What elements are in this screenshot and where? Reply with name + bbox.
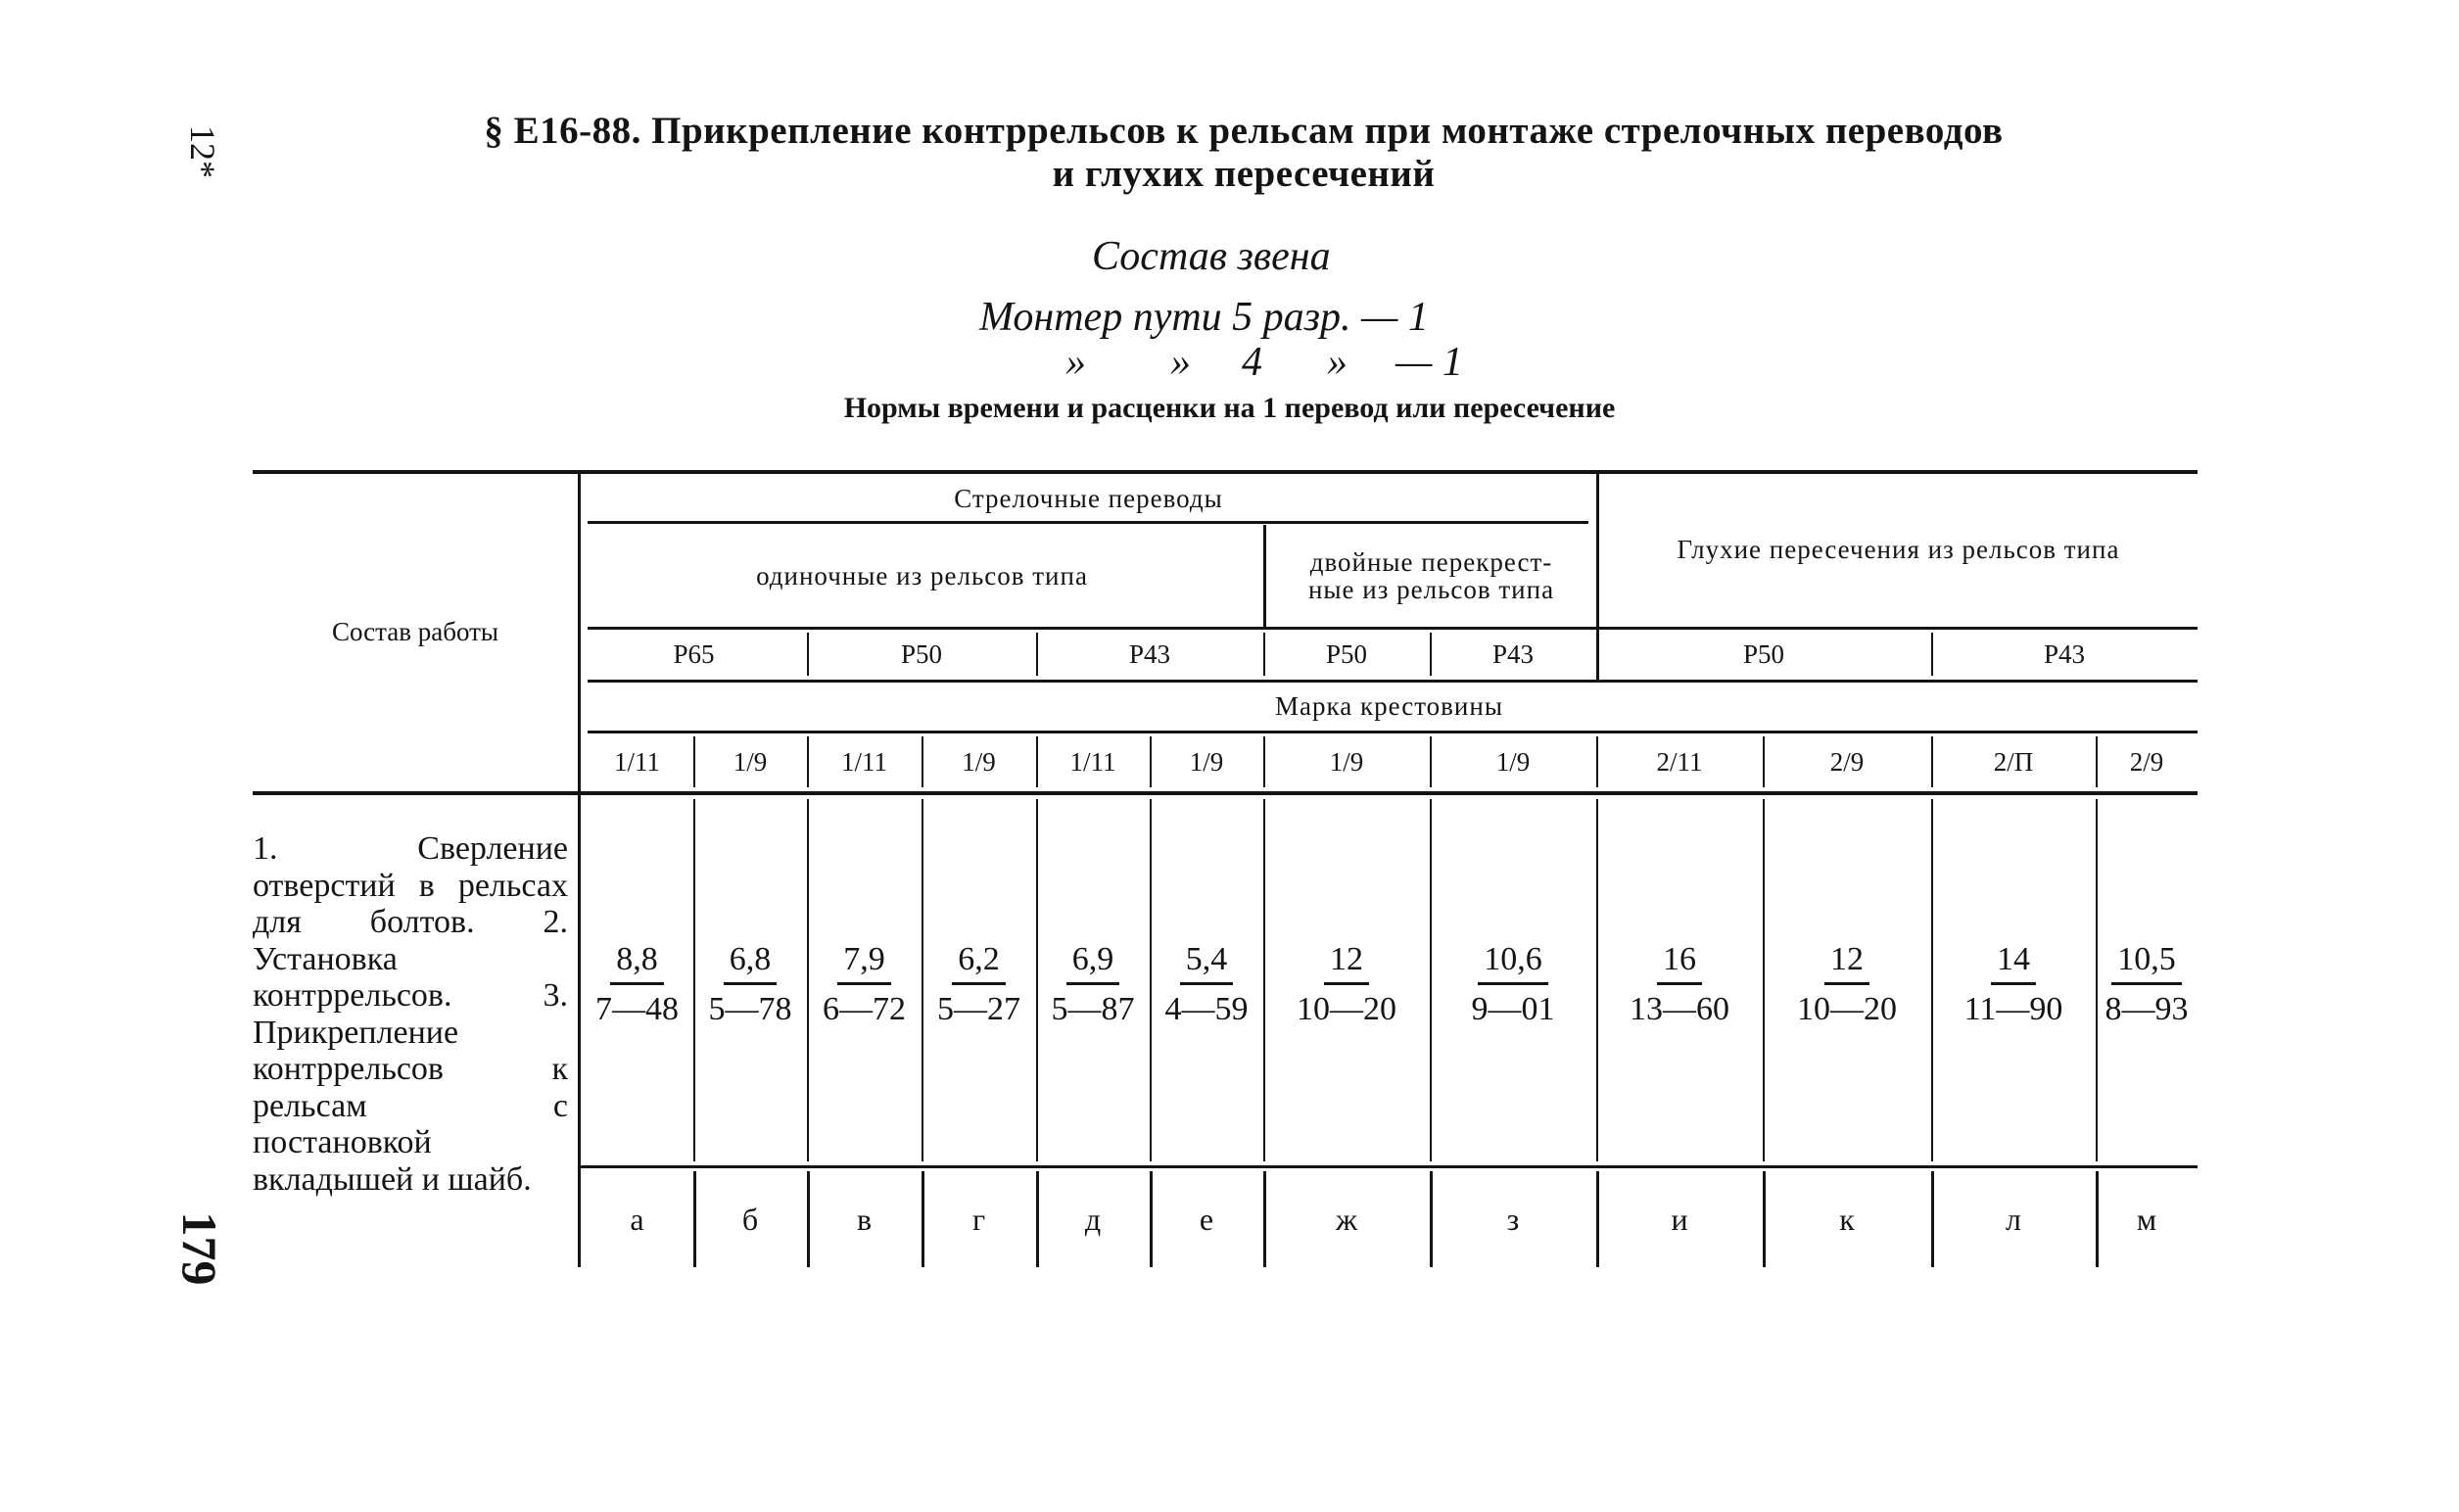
table-top-rule (253, 470, 2198, 474)
price-rate: 6—72 (823, 990, 906, 1027)
norm-cell (922, 925, 1036, 1043)
time-norm: 8,8 (610, 941, 664, 985)
rail-type-label: Р43 (1128, 639, 1171, 669)
header-bottom-rule (253, 791, 2198, 795)
norm-fraction (1165, 941, 1249, 1028)
column-letter: е (1199, 1201, 1214, 1237)
rule-under-mark-label (588, 731, 2198, 733)
norm-cell (581, 925, 693, 1043)
norm-fraction (595, 941, 679, 1028)
norm-fraction (1630, 941, 1729, 1028)
work-header: Состав работы (331, 616, 499, 646)
single-subgroup-header: одиночные из рельсов типа (756, 560, 1088, 591)
column-letter: з (1506, 1201, 1520, 1237)
rail-type-label: Р50 (1742, 639, 1785, 669)
mark-label: 1/11 (841, 746, 887, 777)
norm-fraction (823, 941, 906, 1028)
mark-label: 1/9 (962, 746, 996, 777)
column-letter: к (1839, 1201, 1855, 1237)
norm-cell (1263, 925, 1430, 1043)
switches-group-header: Стрелочные переводы (954, 483, 1223, 513)
mark-label: 2/11 (1656, 746, 1703, 777)
norms-title: Нормы времени и расценки на 1 перевод или пересечение (843, 392, 1616, 424)
crew-line-2-quote-1: » (1065, 340, 1086, 385)
norm-cell (1931, 925, 2096, 1043)
norm-fraction (709, 941, 792, 1028)
norm-cell (807, 925, 922, 1043)
time-norm: 6,8 (724, 941, 778, 985)
rail-type-label: Р65 (673, 639, 715, 669)
double-subgroup-line1: двойные перекрест- (1309, 547, 1553, 577)
price-rate: 13—60 (1630, 990, 1729, 1027)
norm-fraction (937, 941, 1020, 1028)
norm-fraction (1797, 941, 1897, 1028)
time-norm: 10,6 (1478, 941, 1548, 985)
mark-label: 1/11 (1069, 746, 1116, 777)
double-subgroup-header (1266, 525, 1596, 627)
price-rate: 4—59 (1164, 990, 1249, 1027)
price-rate: 10—20 (1797, 990, 1897, 1027)
crew-line-2-grade: 4 (1242, 340, 1262, 385)
time-norm: 10,5 (2111, 941, 2182, 985)
crew-title: Состав звена (1092, 234, 1331, 279)
rail-type-label: Р50 (1325, 639, 1368, 669)
column-letter: в (856, 1201, 873, 1237)
time-norm: 12 (1324, 941, 1369, 985)
rail-type-label: Р50 (900, 639, 943, 669)
column-letter: л (2006, 1201, 2021, 1237)
column-letter: и (1671, 1201, 1688, 1237)
mark-label: 2/9 (1829, 746, 1865, 777)
time-norm: 7,9 (837, 941, 891, 985)
mark-label: 2/9 (2129, 746, 2164, 777)
column-letter: а (630, 1201, 644, 1237)
norm-fraction (1052, 941, 1135, 1028)
page-number: 179 (172, 1211, 227, 1286)
rule-under-switches (588, 521, 1588, 524)
time-norm: 14 (1991, 941, 2036, 985)
norm-fraction (1472, 941, 1555, 1028)
norm-cell (1763, 925, 1931, 1043)
norm-cell (1430, 925, 1596, 1043)
column-letter: м (2136, 1201, 2157, 1237)
section-title (333, 110, 2154, 196)
price-rate: 5—27 (937, 990, 1020, 1027)
norm-cell (1150, 925, 1263, 1043)
price-rate: 7—48 (595, 990, 679, 1027)
time-norm: 5,4 (1180, 941, 1234, 985)
norm-cell (1036, 925, 1150, 1043)
time-norm: 6,9 (1066, 941, 1120, 985)
crossings-group-header: Глухие пересечения из рельсов типа (1677, 534, 2120, 564)
price-rate: 9—01 (1471, 990, 1555, 1027)
column-letter: б (741, 1201, 759, 1237)
price-rate: 5—87 (1051, 990, 1135, 1027)
time-norm: 6,2 (952, 941, 1006, 985)
rail-type-label: Р43 (1491, 639, 1535, 669)
time-norm: 16 (1657, 941, 1702, 985)
mark-label: 1/9 (1495, 746, 1531, 777)
mark-label: 2/П (1993, 746, 2034, 777)
norm-cell (1596, 925, 1763, 1043)
time-norm: 12 (1824, 941, 1869, 985)
work-description: 1. Сверление отверстий в рельсах для болтов. 2. Установка контррельсов. 3. Прикрепление контррельсов к рельсам с постановкой вкладышей и шайб. (253, 830, 568, 1198)
column-letter: г (971, 1201, 986, 1237)
page-corner-mark: 12* (183, 125, 222, 178)
rail-type-label: Р43 (2043, 639, 2086, 669)
norm-fraction (1964, 941, 2063, 1028)
crew-line-1: Монтер пути 5 разр. — 1 (979, 295, 1429, 340)
price-rate: 10—20 (1297, 990, 1396, 1027)
mark-header: Марка крестовины (1275, 691, 1503, 721)
double-subgroup-line2: ные из рельсов типа (1307, 575, 1555, 604)
mark-label: 1/9 (733, 746, 768, 777)
crew-line-2-quote-2: » (1170, 340, 1191, 385)
section-title-line1: § Е16-88. Прикрепление контррельсов к рельсам при монтаже стрелочных переводов (484, 110, 2004, 152)
price-rate: 5—78 (708, 990, 792, 1027)
norm-fraction (1297, 941, 1396, 1028)
crew-line-2-count: — 1 (1395, 340, 1463, 385)
crew-line-2-quote-3: » (1327, 340, 1348, 385)
column-letter: ж (1335, 1201, 1358, 1237)
mark-label: 1/9 (1189, 746, 1224, 777)
mark-label: 1/11 (614, 746, 660, 777)
rule-above-letters (578, 1165, 2198, 1168)
price-rate: 8—93 (2104, 990, 2189, 1027)
norm-fraction (2105, 941, 2189, 1028)
norm-cell (693, 925, 807, 1043)
mark-label: 1/9 (1329, 746, 1364, 777)
section-title-line2: и глухих пересечений (1052, 153, 1436, 195)
norm-cell (2096, 925, 2198, 1043)
price-rate: 11—90 (1963, 990, 2063, 1027)
column-letter: д (1084, 1201, 1102, 1237)
